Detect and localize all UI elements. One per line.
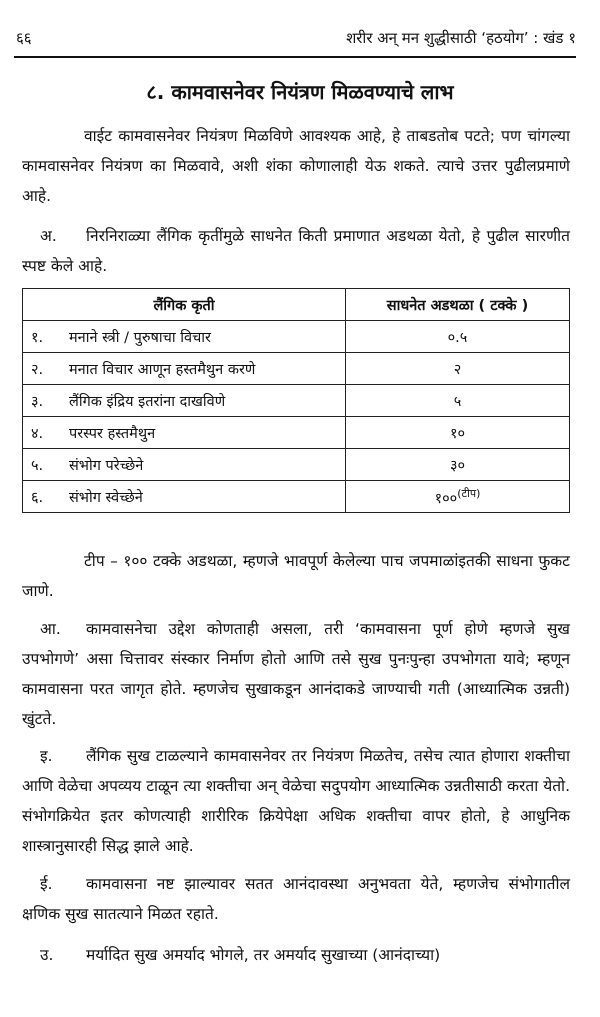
table-row xyxy=(23,353,570,385)
value-cell xyxy=(346,417,570,449)
value-cell xyxy=(346,321,570,353)
point-aa-text: कामवासनेचा उद्देश कोणताही असला, तरी ‘कामवासना पूर्ण होणे म्हणजे सुख उपभोगणे’ असा चित्तावर संस्कार निर्माण होतो आणि तसे सुख पुनःपुन्हा उपभोगता यावे; म्हणून कामवासना परत जागृत होते. म्हणजेच सुखाकडून आनंदाकडे जाण्याची गती (आध्यात्मिक उन्नती) खुंटते. xyxy=(22,620,570,728)
point-u-label: उ. xyxy=(40,946,54,964)
point-i-label: इ. xyxy=(40,747,53,765)
row-number: ६. xyxy=(31,489,44,506)
row-number: ३. xyxy=(31,393,44,410)
value-text: १० xyxy=(449,425,466,442)
footnote-marker: (टीप) xyxy=(457,486,481,500)
value-text: २ xyxy=(453,361,462,378)
value-text: १०० xyxy=(434,490,458,507)
activity-cell xyxy=(23,353,346,385)
point-a-label: अ. xyxy=(40,227,57,245)
point-ii-text: कामवासना नष्ट झाल्यावर सतत आनंदावस्था अनुभवता येते, म्हणजेच संभोगातील क्षणिक सुख सातत्याने मिळत रहाते. xyxy=(22,875,570,923)
activity-cell xyxy=(23,449,346,481)
row-number: ४. xyxy=(31,425,44,442)
value-text: ५ xyxy=(453,393,462,410)
obstruction-table xyxy=(22,288,570,513)
table-row xyxy=(23,417,570,449)
point-ii-label: ई. xyxy=(40,875,53,893)
column-header-activity: लैंगिक कृती xyxy=(23,289,346,321)
point-i-paragraph xyxy=(22,741,570,861)
intro-paragraph xyxy=(22,121,570,211)
table-row xyxy=(23,481,570,513)
value-cell xyxy=(346,353,570,385)
chapter-title: ८. कामवासनेवर नियंत्रण मिळवण्याचे लाभ xyxy=(146,80,454,104)
page-number: ६६ xyxy=(16,29,32,47)
activity-text: मनात विचार आणून हस्तमैथुन करणे xyxy=(69,361,256,378)
footnote-text: टीप – १०० टक्के अडथळा, म्हणजे भावपूर्ण केलेल्या पाच जपमाळांइतकी साधना फुकट जाणे. xyxy=(22,552,570,600)
row-number: १. xyxy=(31,329,44,346)
activity-cell xyxy=(23,417,346,449)
value-cell xyxy=(346,481,570,513)
activity-cell xyxy=(23,321,346,353)
value-text: ०.५ xyxy=(447,329,468,346)
intro-text: वाईट कामवासनेवर नियंत्रण मिळविणे आवश्यक आहे, हे ताबडतोब पटते; पण चांगल्या कामवासनेवर नियंत्रण का मिळवावे, अशी शंका कोणालाही येऊ शकते. त्याचे उत्तर पुढीलप्रमाणे आहे. xyxy=(22,127,570,205)
point-a-paragraph xyxy=(22,221,570,281)
activity-text: मनाने स्त्री / पुरुषाचा विचार xyxy=(69,329,211,346)
point-a-text: निरनिराळ्या लैंगिक कृतींमुळे साधनेत किती प्रमाणात अडथळा येतो, हे पुढील सारणीत स्पष्ट केले आहे. xyxy=(22,227,570,275)
table-row xyxy=(23,321,570,353)
table-header-row xyxy=(23,289,570,321)
table-row xyxy=(23,449,570,481)
point-u-paragraph xyxy=(22,940,570,970)
point-i-text: लैंगिक सुख टाळल्याने कामवासनेवर तर नियंत्रण मिळतेच, तसेच त्यात होणारा शक्तीचा आणि वेळेचा अपव्यय टाळून त्या शक्तीचा अन् वेळेचा सदुपयोग आध्यात्मिक उन्नतीसाठी करता येतो. संभोगक्रियेत इतर कोणत्याही शारीरिक क्रियेपेक्षा अधिक शक्तीचा वापर होतो, हे आधुनिक शास्त्रानुसारही सिद्ध झाले आहे. xyxy=(22,747,570,855)
row-number: २. xyxy=(31,361,44,378)
activity-cell xyxy=(23,385,346,417)
point-aa-paragraph xyxy=(22,614,570,734)
table-row xyxy=(23,385,570,417)
point-u-text: मर्यादित सुख अमर्याद भोगले, तर अमर्याद सुखाच्या (आनंदाच्या) xyxy=(86,946,441,964)
activity-text: लैंगिक इंद्रिय इतरांना दाखविणे xyxy=(69,393,226,410)
activity-cell xyxy=(23,481,346,513)
point-ii-paragraph xyxy=(22,869,570,929)
book-title: शरीर अन् मन शुद्धीसाठी ‘हठयोग’ : खंड १ xyxy=(346,29,576,47)
running-header xyxy=(16,28,576,52)
activity-text: संभोग परेच्छेने xyxy=(69,457,144,474)
footnote-paragraph xyxy=(22,546,570,606)
value-cell xyxy=(346,449,570,481)
header-rule xyxy=(14,56,576,58)
point-aa-label: आ. xyxy=(40,620,61,638)
value-cell xyxy=(346,385,570,417)
column-header-obstruction: साधनेत अडथळा ( टक्के ) xyxy=(346,289,570,321)
activity-text: संभोग स्वेच्छेने xyxy=(69,489,143,506)
activity-text: परस्पर हस्तमैथुन xyxy=(69,425,156,442)
value-text: ३० xyxy=(449,457,466,474)
row-number: ५. xyxy=(31,457,44,474)
